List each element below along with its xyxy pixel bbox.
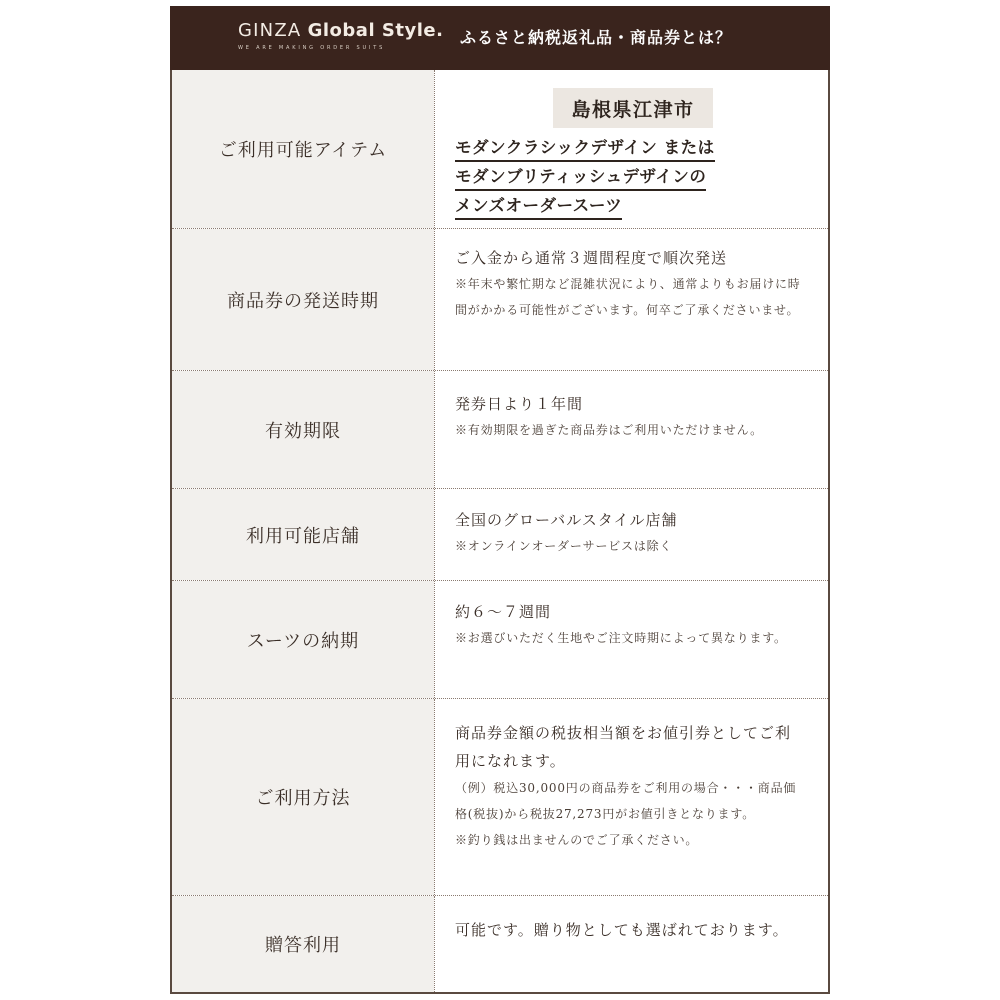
row-delivery	[172, 581, 828, 698]
row-delivery-label-cell	[172, 581, 434, 698]
brand-name-part2: Global Style.	[307, 20, 444, 41]
design-line-3: メンズオーダースーツ	[455, 194, 622, 220]
row-stores-label: 利用可能店舗	[246, 525, 360, 547]
row-stores-value-cell	[435, 489, 828, 580]
design-line-1: モダンクラシックデザイン または	[455, 136, 715, 162]
info-sheet	[170, 6, 830, 994]
row-stores	[172, 489, 828, 580]
row-delivery-value-cell	[435, 581, 828, 698]
row-gift-label: 贈答利用	[265, 935, 341, 956]
row-gift	[172, 896, 828, 992]
row-items-label-cell	[172, 70, 434, 228]
row-items	[172, 70, 828, 228]
brand-logo	[238, 20, 444, 60]
row-stores-label-cell	[172, 489, 434, 580]
validity-main-text: 発券日より１年間	[455, 395, 584, 413]
row-gift-label-cell	[172, 896, 434, 992]
shipping-note: ※年末や繁忙期など混雑状況により、通常よりもお届けに時間がかかる可能性がございます。何卒ご了承くださいませ。	[455, 277, 801, 317]
design-description	[455, 136, 825, 223]
brand-tagline: WE ARE MAKING ORDER SUITS	[238, 45, 386, 51]
usage-main-text: 商品券金額の税抜相当額をお値引券としてご利用になれます。	[455, 724, 792, 770]
info-table	[170, 70, 830, 994]
city-name: 島根県江津市	[571, 98, 695, 121]
usage-note: ※釣り銭は出ませんのでご了承ください。	[455, 833, 699, 847]
design-line-2: モダンブリティッシュデザインの	[455, 165, 706, 191]
row-validity-label: 有効期限	[265, 420, 341, 442]
validity-note: ※有効期限を過ぎた商品券はご利用いただけません。	[455, 423, 763, 437]
page-title: ふるさと納税返礼品・商品券とは？	[460, 28, 733, 47]
stores-main-text: 全国のグローバルスタイル店舗	[455, 511, 678, 529]
row-usage-label: ご利用方法	[255, 788, 351, 809]
row-validity	[172, 371, 828, 488]
row-shipping-value-cell	[435, 229, 828, 370]
stores-note: ※オンラインオーダーサービスは除く	[455, 539, 673, 553]
city-badge	[553, 88, 713, 128]
brand-name-part1: GINZA	[238, 20, 302, 41]
row-validity-value-cell	[435, 371, 828, 488]
row-usage	[172, 699, 828, 895]
row-validity-label-cell	[172, 371, 434, 488]
row-items-value-cell	[435, 70, 828, 228]
shipping-main-text: ご入金から通常３週間程度で順次発送	[455, 249, 728, 267]
delivery-note: ※お選びいただく生地やご注文時期によって異なります。	[455, 631, 787, 645]
row-gift-value-cell	[435, 896, 828, 992]
row-usage-value-cell	[435, 699, 828, 895]
usage-example: （例）税込30,000円の商品券をご利用の場合・・・商品価格(税抜)から税抜27,273円がお値引きとなります。	[455, 781, 797, 821]
row-items-label: ご利用可能アイテム	[218, 140, 388, 161]
row-shipping	[172, 229, 828, 370]
brand-name	[238, 20, 444, 42]
delivery-main-text: 約６～７週間	[455, 603, 552, 621]
header-bar	[170, 6, 830, 70]
row-shipping-label-cell	[172, 229, 434, 370]
gift-main-text: 可能です。贈り物としても選ばれております。	[455, 921, 789, 939]
row-usage-label-cell	[172, 699, 434, 895]
row-shipping-label: 商品券の発送時期	[227, 290, 379, 312]
row-delivery-label: スーツの納期	[246, 630, 360, 652]
